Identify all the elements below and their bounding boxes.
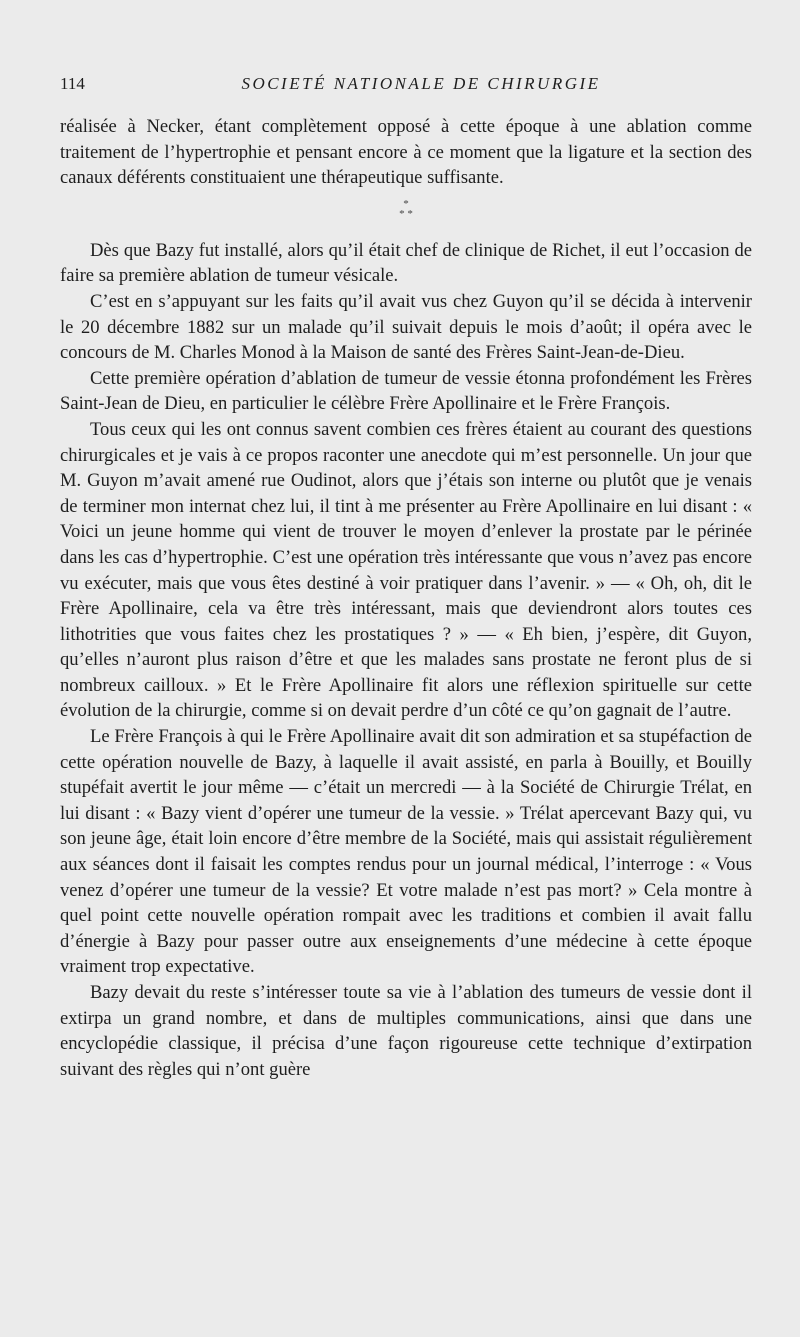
body-text (60, 114, 752, 1082)
paragraph: Tous ceux qui les ont connus savent combien ces frères étaient au courant des questions chirurgicales et je vais à ce propos raconter une anecdote qui m’est personnelle. Un jour que M. Guyon m’avait amené rue Oudinot, alors que j’étais son interne ou plutôt que je venais de terminer mon internat chez lui, il tint à me présenter au Frère Apollinaire en lui disant : « Voici un jeune homme qui vient de trouver le moyen d’enlever la prostate par le périnée dans les cas d’hypertrophie. C’est une opération très intéressante que vous n’avez pas encore vu exécuter, mais que vous êtes destiné à voir pratiquer dans l’avenir. » — « Oh, oh, dit le Frère Apollinaire, cela va être très intéressant, mais que deviendront alors toutes ces lithotrities que vous faites chez les prostatiques ? » — « Eh bien, j’espère, dit Guyon, qu’elles n’auront plus raison d’être et que les malades sans prostate ne feront plus de si nombreux cailloux. » Et le Frère Apollinaire fit alors une réflexion spirituelle sur cette évolution de la chirurgie, comme si on devait perdre d’un côté ce qu’on gagnait de l’autre. (60, 418, 752, 722)
page-header (60, 74, 752, 98)
paragraph: Le Frère François à qui le Frère Apollinaire avait dit son admiration et sa stupéfaction de cette opération nouvelle de Bazy, à laquelle il avait assisté, en parla à Bouilly, et Bouilly stupéfait avertit le jour même — c’était un mercredi — à la Société de Chirurgie Trélat, en lui disant : « Bazy vient d’opérer une tumeur de la vessie. » Trélat apercevant Bazy qui, vu son jeune âge, était loin encore d’être membre de la Société, mais qui assistait régulièrement aux séances dont il faisait les comptes rendus pour un journal médical, l’interroge : « Vous venez d’opérer une tumeur de la vessie? Et votre malade n’est pas mort? » Cela montre à quel point cette nouvelle opération rompait avec les traditions et combien il avait fallu d’énergie à Bazy pour passer outre aux enseignements d’une médecine à cette époque vraiment trop expectative. (60, 726, 752, 978)
paragraph: Cette première opération d’ablation de tumeur de vessie étonna profondément les Frères Saint-Jean de Dieu, en particulier le célèbre Frère Apollinaire et le Frère François. (60, 367, 752, 415)
asterism-line: * * (399, 207, 413, 220)
paragraph: Dès que Bazy fut installé, alors qu’il était chef de clinique de Richet, il eut l’occasion de faire sa première ablation de tumeur vésicale. (60, 239, 752, 287)
section-separator (60, 199, 752, 219)
paragraph: Bazy devait du reste s’intéresser toute sa vie à l’ablation des tumeurs de vessie dont il extirpa un grand nombre, et dans de multiples communications, ainsi que dans une encyclopédie classique, il précisa d’une façon rigoureuse cette technique d’extirpation suivant des règles qui n’ont guère (60, 982, 752, 1080)
paragraph: réalisée à Necker, étant complètement opposé à cette époque à une ablation comme traitement de l’hypertrophie et pensant encore à ce moment que la ligature et la section des canaux déférents constituaient une thérapeutique suffisante. (60, 116, 752, 189)
paragraph: C’est en s’appuyant sur les faits qu’il avait vus chez Guyon qu’il se décida à intervenir le 20 décembre 1882 sur un malade qu’il suivait depuis le mois d’août; il opéra avec le concours de M. Charles Monod à la Maison de santé des Frères Saint-Jean-de-Dieu. (60, 290, 752, 364)
asterism-line: * (403, 197, 409, 210)
running-title: SOCIETÉ NATIONALE DE CHIRURGIE (241, 74, 601, 93)
page-number: 114 (60, 74, 85, 93)
